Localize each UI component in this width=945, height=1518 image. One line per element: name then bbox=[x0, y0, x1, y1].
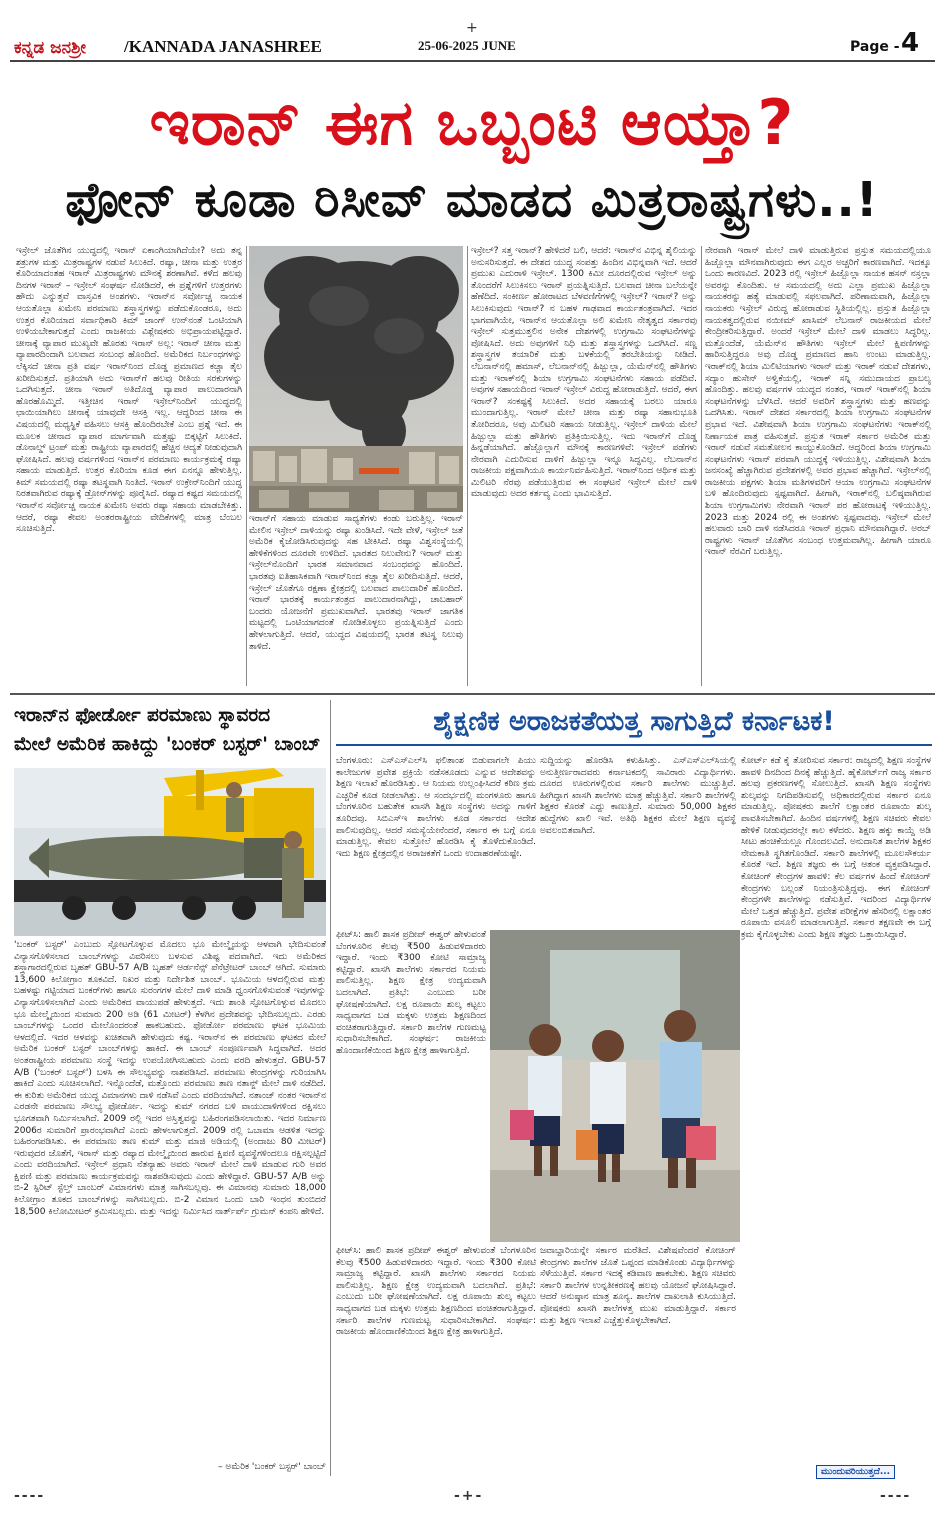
education-lower-left: ಫೀಟ್‌ಸಿ: ಹಾಲಿ ಶಾಸಕ ಪ್ರದೀಪ್ ಈಶ್ವರ್ ಹೇಳುವಂತೆ ಬೆಂಗಳೂರಿನ ಕೆಲವು ₹500 ಹಿಡುವಳಿದಾರರು ಇದ್ದಾರೆ. ಇಂದು ₹300 ಕೋಟಿ ಸಾಮ್ರಾಜ್ಯ ಕಟ್ಟಿದ್ದಾರೆ. ಖಾಸಗಿ ಶಾಲೆಗಳು ಸರ್ಕಾರದ ನಿಯಮ ಪಾಲಿಸುತ್ತಿಲ್ಲ. ಶಿಕ್ಷಣ ಕ್ಷೇತ್ರ ಉದ್ಯಮವಾಗಿ ಬದಲಾಗಿದೆ. ಪ್ರತಿಭೆ: ಎಂಬುದು ಬರೀ ಘೋಷಣೆಯಾಗಿದೆ. ಲಕ್ಷ ರೂಪಾಯಿ ಶುಲ್ಕ ಕಟ್ಟಲು ಸಾಧ್ಯವಾಗದ ಬಡ ಮಕ್ಕಳು ಉತ್ತಮ ಶಿಕ್ಷಣದಿಂದ ವಂಚಿತರಾಗುತ್ತಿದ್ದಾರೆ. ಸರ್ಕಾರಿ ಶಾಲೆಗಳ ಗುಣಮಟ್ಟ ಸುಧಾರಿಸಬೇಕಾಗಿದೆ. ಸಂಘರ್ಷ: ರಾಜಕೀಯ ಹೊಂದಾಣಿಕೆಯಿಂದ ಶಿಕ್ಷಣ ಕ್ಷೇತ್ರ ಹಾಳಾಗುತ್ತಿದೆ. bbox=[336, 930, 486, 1056]
bunker-headline-line2: ಮೇಲೆ ಅಮೆರಿಕ ಹಾಕಿದ್ದು 'ಬಂಕರ್ ಬಸ್ಟರ್' ಬಾಂಬ್ bbox=[14, 734, 321, 755]
issue-date: 25-06-2025 JUNE bbox=[418, 38, 516, 53]
bunker-headline-line1: ಇರಾನ್‌ನ ಫೋರ್ಡೋ ಪರಮಾಣು ಸ್ಥಾವರದ bbox=[14, 705, 271, 726]
smoke-photo bbox=[249, 246, 463, 512]
education-col3: ಕೋರ್ಟ್ ಕಡೆ ಕೈ ತೋರಿಸುವ ಸರ್ಕಾರ: ರಾಜ್ಯದಲ್ಲಿ ಶಿಕ್ಷಣ ಸಂಸ್ಥೆಗಳ ಹಾವಳಿ ದಿನದಿಂದ ದಿನಕ್ಕೆ ಹೆಚ್ಚುತ್ತಿದೆ. ಹೈಕೋರ್ಟ್‌ಗೆ ರಾಜ್ಯ ಸರ್ಕಾರ ಹಲವು ಪ್ರಕರಣಗಳಲ್ಲಿ ಸೋಲುತ್ತಿದೆ. ಖಾಸಗಿ ಶಿಕ್ಷಣ ಸಂಸ್ಥೆಗಳು ಶುಲ್ಕವನ್ನು ನಿಗದಿಪಡಿಸುವಲ್ಲಿ ಅಧಿಕಾರದಲ್ಲಿರುವ ಸರ್ಕಾರ ಏನೂ ಮಾಡುತ್ತಿಲ್ಲ. ಪೋಷಕರು ಶಾಲೆಗೆ ಲಕ್ಷಾಂತರ ರೂಪಾಯಿ ಶುಲ್ಕ ಪಾವತಿಸಬೇಕಾಗಿದೆ. ಹಿಂದಿನ ವರ್ಷಗಳಲ್ಲಿ ಶಿಕ್ಷಣ ಸಚಿವರು ಕೇವಲ ಹೇಳಿಕೆ ನೀಡುವುದರಲ್ಲೇ ಕಾಲ ಕಳೆದರು. ಶಿಕ್ಷಣ ಹಕ್ಕು ಕಾಯ್ದೆ ಅಡಿ ಸೀಟು ಹಂಚಿಕೆಯಲ್ಲೂ ಗೊಂದಲವಿದೆ. ಅನುದಾನಿತ ಶಾಲೆಗಳ ಶಿಕ್ಷಕರ ನೇಮಕಾತಿ ಸ್ಥಗಿತಗೊಂಡಿದೆ. ಸರ್ಕಾರಿ ಶಾಲೆಗಳಲ್ಲಿ ಮೂಲಸೌಕರ್ಯ ಕೊರತೆ ಇದೆ. ಶಿಕ್ಷಣ ತಜ್ಞರು ಈ ಬಗ್ಗೆ ಆತಂಕ ವ್ಯಕ್ತಪಡಿಸಿದ್ದಾರೆ. ಕೋಚಿಂಗ್ ಕೇಂದ್ರಗಳ ಹಾವಳಿ: ಕೆಲ ವರ್ಷಗಳ ಹಿಂದೆ ಕೋಚಿಂಗ್ ಕೇಂದ್ರಗಳು ಬಲ್ಲಂತೆ ನಿಯಂತ್ರಿಸುತ್ತಿದ್ದವು. ಈಗ ಕೋಚಿಂಗ್ ಕೇಂದ್ರಗಳೇ ಶಾಲೆಗಳನ್ನು ನಡೆಸುತ್ತಿವೆ. ಇದರಿಂದ ವಿದ್ಯಾರ್ಥಿಗಳ ಮೇಲೆ ಒತ್ತಡ ಹೆಚ್ಚುತ್ತಿದೆ. ಪ್ರವೇಶ ಪರೀಕ್ಷೆಗಳ ಹೆಸರಿನಲ್ಲಿ ಲಕ್ಷಾಂತರ ರೂಪಾಯಿ ವಸೂಲಿ ಮಾಡಲಾಗುತ್ತಿದೆ. ಸರ್ಕಾರ ತಕ್ಷಣವೇ ಈ ಬಗ್ಗೆ ಕ್ರಮ ಕೈಗೊಳ್ಳಬೇಕು ಎಂದು ಶಿಕ್ಷಣ ತಜ್ಞರು ಒತ್ತಾಯಿಸಿದ್ದಾರೆ. bbox=[741, 756, 931, 940]
students-photo bbox=[490, 930, 740, 1242]
column-divider bbox=[330, 700, 331, 1476]
footer-center: -+- bbox=[454, 1488, 484, 1504]
page-number: 4 bbox=[901, 28, 920, 58]
section-rule bbox=[10, 693, 935, 695]
masthead-rule bbox=[10, 60, 935, 62]
continued-tag: ಮುಂದುವರಿಯುತ್ತದೆ... bbox=[816, 1465, 895, 1479]
column-divider bbox=[701, 246, 702, 686]
education-col2-top: ಸುದ್ದಿಯನ್ನು ಹೊರಡಿಸಿ ಕಳುಹಿಸಿತ್ತು. ಎಸ್‌ಎಸ್‌ಎಲ್‌ಸಿಯಲ್ಲಿ ಅನುತ್ತೀರ್ಣರಾದವರು ಕರ್ನಾಟಕದಲ್ಲಿ ಸಾವಿರಾರು ವಿದ್ಯಾರ್ಥಿಗಳು. ದೂರದ ಊರುಗಳಲ್ಲಿರುವ ಸರ್ಕಾರಿ ಶಾಲೆಗಳು ಮುಚ್ಚುತ್ತಿವೆ. ಹೀಗಿದ್ದಾಗ ಖಾಸಗಿ ಶಾಲೆಗಳು ಮಾತ್ರ ಹೆಚ್ಚುತ್ತಿವೆ. ಸರ್ಕಾರಿ ಶಾಲೆಗಳಲ್ಲಿ ಶಿಕ್ಷಕರ ಕೊರತೆ ಎದ್ದು ಕಾಣುತ್ತಿದೆ. ಸುಮಾರು 50,000 ಶಿಕ್ಷಕರ ಹುದ್ದೆಗಳು ಖಾಲಿ ಇವೆ. ಅತಿಥಿ ಶಿಕ್ಷಕರ ಮೇಲೆ ಶಿಕ್ಷಣ ವ್ಯವಸ್ಥೆ ಅವಲಂಬಿತವಾಗಿದೆ. bbox=[540, 756, 736, 836]
page-label: Page - bbox=[850, 39, 900, 55]
education-bottom-left: ಫೀಟ್‌ಸಿ: ಹಾಲಿ ಶಾಸಕ ಪ್ರದೀಪ್ ಈಶ್ವರ್ ಹೇಳುವಂತೆ ಬೆಂಗಳೂರಿನ ಕೆಲವು ₹500 ಹಿಡುವಳಿದಾರರು ಇದ್ದಾರೆ. ಇಂದು ₹300 ಕೋಟಿ ಸಾಮ್ರಾಜ್ಯ ಕಟ್ಟಿದ್ದಾರೆ. ಖಾಸಗಿ ಶಾಲೆಗಳು ಸರ್ಕಾರದ ನಿಯಮ ಪಾಲಿಸುತ್ತಿಲ್ಲ. ಶಿಕ್ಷಣ ಕ್ಷೇತ್ರ ಉದ್ಯಮವಾಗಿ ಬದಲಾಗಿದೆ. ಪ್ರತಿಭೆ: ಎಂಬುದು ಬರೀ ಘೋಷಣೆಯಾಗಿದೆ. ಲಕ್ಷ ರೂಪಾಯಿ ಶುಲ್ಕ ಕಟ್ಟಲು ಸಾಧ್ಯವಾಗದ ಬಡ ಮಕ್ಕಳು ಉತ್ತಮ ಶಿಕ್ಷಣದಿಂದ ವಂಚಿತರಾಗುತ್ತಿದ್ದಾರೆ. ಸರ್ಕಾರಿ ಶಾಲೆಗಳ ಗುಣಮಟ್ಟ ಸುಧಾರಿಸಬೇಕಾಗಿದೆ. ಸಂಘರ್ಷ: ರಾಜಕೀಯ ಹೊಂದಾಣಿಕೆಯಿಂದ ಶಿಕ್ಷಣ ಕ್ಷೇತ್ರ ಹಾಳಾಗುತ್ತಿದೆ. bbox=[336, 1246, 536, 1338]
education-headline-box bbox=[336, 702, 932, 746]
lead-subheadline: ಫೋನ್ ಕೂಡಾ ರಿಸೀವ್ ಮಾಡದ ಮಿತ್ರರಾಷ್ಟ್ರಗಳು..! bbox=[65, 172, 879, 228]
lead-column-1: ಇಸ್ರೇಲ್ ಜೊತೆಗಿನ ಯುದ್ಧದಲ್ಲಿ ಇರಾನ್ ಏಕಾಂಗಿಯಾಗಿದೆಯೇ? ಅದು ತನ್ನ ಶತ್ರುಗಳ ಮತ್ತು ಮಿತ್ರರಾಷ್ಟ್ರಗಳ ನಡುವೆ ಸಿಲುಕಿದೆ. ರಷ್ಯಾ, ಚೀನಾ ಮತ್ತು ಉತ್ತರ ಕೊರಿಯಾದಂತಹ ಇರಾನ್ ಮಿತ್ರರಾಷ್ಟ್ರಗಳು ಮೌನಕ್ಕೆ ಶರಣಾಗಿವೆ. ಕಳೆದ ಹಲವು ದಿನಗಳ ಇರಾನ್ – ಇಸ್ರೇಲ್ ಸಂಘರ್ಷ ನೋಡಿದರೆ, ಈ ಪ್ರಶ್ನೆಗಳಿಗೆ ಉತ್ತರಗಳು ಹೌದು ಎನ್ನುತ್ತವೆ ವಾಸ್ತವಿಕ ಅಂಶಗಳು. ಇರಾನ್‌ನ ಸರ್ವೋಚ್ಚ ನಾಯಕ ಆಯತೊಲ್ಲಾ ಖಮೇನಿ ಪರಮಾಣು ಶಸ್ತ್ರಾಸ್ತ್ರಗಳನ್ನು ಪಡೆದುಕೊಂಡರೂ, ಅದು ಉತ್ತರ ಕೊರಿಯಾದ ಸರ್ವಾಧಿಕಾರಿ ಕಿಮ್ ಜಾಂಗ್ ಉನ್‌ನಂತೆ ಒಂಟಿಯಾಗಿ ಉಳಿಯಬೇಕಾಗುತ್ತದೆ ಎಂದು ರಾಜಕೀಯ ವಿಶ್ಲೇಷಕರು ಅಭಿಪ್ರಾಯಪಟ್ಟಿದ್ದಾರೆ. ಚೀನಾಕ್ಕೆ ವ್ಯಾಪಾರ ಮುಖ್ಯವೇ ಹೊರತು ಇರಾನ್ ಅಲ್ಲ: ಇರಾನ್ ಚೀನಾ ಮತ್ತು ವ್ಯಾಪಾರದಿಂದಾಗಿ ಬಲವಾದ ಸಂಬಂಧ ಹೊಂದಿದೆ. ಅಮೆರಿಕದ ನಿರ್ಬಂಧಗಳನ್ನು ಲೆಕ್ಕಿಸದೆ ಚೀನಾ ಪ್ರತಿ ವರ್ಷ ಇರಾನ್‌ನಿಂದ ದೊಡ್ಡ ಪ್ರಮಾಣದ ಕಚ್ಚಾ ತೈಲ ಖರೀದಿಸುತ್ತದೆ. ಪ್ರತಿಯಾಗಿ ಅದು ಇರಾನ್‌ಗೆ ಹಲವು ರೀತಿಯ ಸರಕುಗಳನ್ನು ಒದಗಿಸುತ್ತದೆ. ಚೀನಾ ಇರಾನ್ ಅತಿದೊಡ್ಡ ವ್ಯಾಪಾರ ಪಾಲುದಾರನಾಗಿ ಹೊರಹೊಮ್ಮಿದೆ. ಇತ್ತೀಚಿನ ಇರಾನ್ ಇಸ್ರೇಲ್‌ನಿಂದಿಗೆ ಯುದ್ಧದಲ್ಲಿ ಛಾಯಿಯಾಗಿಲು ಚೀನಾಕ್ಕೆ ಯಾವುದೇ ಆಸಕ್ತಿ ಇಲ್ಲ. ಆದ್ದರಿಂದ ಚೀನಾ ಈ ವಿಷಯದಲ್ಲಿ ಮಧ್ಯಸ್ಥಿಕೆ ವಹಿಸಲು ಆಸಕ್ತಿ ಹೊಂದಿರಬೇಕೆ ಎಂಬ ಪ್ರಶ್ನೆ ಇದೆ. ಈ ಮೂಲಕ ಚೀನಾದ ವ್ಯಾಪಾರ ಮಾರ್ಗವಾಗಿ ಮತ್ತಷ್ಟು ಬಿಕ್ಕಟ್ಟಿಗೆ ಸಿಲುಕಿದೆ. ಡೊನಾಲ್ಡ್ ಟ್ರಂಪ್ ಮತ್ತು ರಾಷ್ಟ್ರೀಯ ವ್ಯಾಪಾರದಲ್ಲಿ ಹೆಚ್ಚಿನ ಆದ್ಯತೆ ನೀಡುವುದಾಗಿ ಘೋಷಿಸಿದೆ. ಹಲವು ವರ್ಷಗಳಿಂದ ಇರಾನ್‌ನ ಪರಮಾಣು ಕಾರ್ಯಕ್ರಮಕ್ಕೆ ರಷ್ಯಾ ಸಹಾಯ ಮಾಡುತ್ತಿದೆ. ಉತ್ತರ ಕೊರಿಯಾ ಕೂಡ ಈಗ ಏನನ್ನೂ ಹೇಳುತ್ತಿಲ್ಲ. ಕಿಮ್ ಸಮಯದಲ್ಲಿ ರಷ್ಯಾ ತಟಸ್ಥವಾಗಿ ನಿಂತಿದೆ. ಇರಾನ್ ಉಕ್ರೇನ್‌ನಿಂದಿಗೆ ಯುದ್ಧ ನಿರತವಾಗಿರುವ ರಷ್ಯಾಕ್ಕೆ ಡ್ರೋನ್‌ಗಳನ್ನು ಪೂರೈಸಿದೆ. ರಷ್ಯಾದ ಕಷ್ಟದ ಸಮಯದಲ್ಲಿ ಇರಾನ್‌ನ ಸರ್ವೋಚ್ಚ ನಾಯಕ ಖಮೇನಿ ಅವರು ರಷ್ಯಾ ಸಹಾಯ ಮಾಡಬೇಕಿತ್ತು. ಆದರೆ, ರಷ್ಯಾ ಕೇವಲ ಅಂತರರಾಷ್ಟ್ರೀಯ ವೇದಿಕೆಗಳಲ್ಲಿ ಮಾತ್ರ ಬೆಂಬಲ ಸೂಚಿಸುತ್ತಿದೆ. bbox=[16, 246, 242, 535]
column-divider bbox=[467, 246, 468, 686]
bomb-photo bbox=[14, 768, 326, 936]
column-divider bbox=[246, 246, 247, 686]
bunker-body: 'ಬಂಕರ್ ಬಸ್ಟರ್' ಎಂಬುದು ಸ್ಫೋಟಗೊಳ್ಳುವ ಮೊದಲು ಭೂ ಮೇಲ್ಮೈಯನ್ನು ಆಳವಾಗಿ ಭೇದಿಸುವಂತೆ ವಿನ್ಯಾಸಗೊಳಿಸಲಾದ ಬಾಂಬ್‌ಗಳನ್ನು ವಿವರಿಸಲು ಬಳಸುವ ವಿಶಿಷ್ಟ ಪದವಾಗಿದೆ. ಇದು ಅಮೆರಿಕದ ಶಸ್ತ್ರಾಗಾರದಲ್ಲಿರುವ ಬೃಹತ್ GBU-57 A/B ಬೃಹತ್ ಆರ್ಡನೆನ್ಸ್ ಪೆನೆಟ್ರೇಟರ್ ಬಾಂಬ್ ಆಗಿದೆ. ಸುಮಾರು 13,600 ಕಿಲೋಗ್ರಾಂ ತೂಕವಿದೆ. ನಿಖರ ಮತ್ತು ನಿರ್ದೇಶಿತ ಬಾಂಬ್. ಭೂಮಿಯ ಆಳದಲ್ಲಿರುವ ಮತ್ತು ಬಹಳಷ್ಟು ಗಟ್ಟಿಯಾದ ಬಂಕರ್‌ಗಳು ಹಾಗೂ ಸುರಂಗಗಳ ಮೇಲೆ ದಾಳಿ ಮಾಡಿ ಧ್ವಂಸಗೊಳಿಸುವಂತೆ ಇವುಗಳನ್ನು ವಿನ್ಯಾಸಗೊಳಿಸಲಾಗಿದೆ ಎಂದು ಅಮೆರಿಕದ ವಾಯುಪಡೆ ಹೇಳುತ್ತದೆ. ಇದು ಶಾಂತಿ ಸ್ಫೋಟಗೊಳ್ಳುವ ಮೊದಲು ಭೂ ಮೇಲ್ಮೈಯಿಂದ ಸುಮಾರು 200 ಅಡಿ (61 ಮೀಟರ್) ಕೆಳಗಿನ ಪ್ರದೇಶವನ್ನು ಭೇದಿಸಬಲ್ಲದು. ಎರಡು ಬಾಂಬ್‌ಗಳನ್ನು ಒಂದರ ಮೇಲೊಂದರಂತೆ ಹಾಕಬಹುದು. ಫೋರ್ಡೋ ಪರಮಾಣು ಘಟಕ ಭೂಮಿಯ ಆಳದಲ್ಲಿದೆ. ಇದರ ಆಳವನ್ನು ಖಚಿತವಾಗಿ ಹೇಳುವುದು ಕಷ್ಟ. ಇರಾನ್‌ನ ಈ ಪರಮಾಣು ಘಟಕದ ಮೇಲೆ ಅಮೆರಿಕ ಬಂಕರ್ ಬಸ್ಟರ್ ಬಾಂಬ್‌ಗಳನ್ನು ಹಾಕಿದೆ. ಈ ಬಾಂಬ್ ಸಂಪೂರ್ಣವಾಗಿ ಸಿದ್ಧವಾಗಿದೆ. ಅದರ ಅಂತರಾಷ್ಟ್ರೀಯ ಪರಮಾಣು ಸಂಸ್ಥೆ ಇದನ್ನು ಉಪಯೋಗಿಸಬಹುದು ಎಂದು ವರದಿ ಹೇಳುತ್ತದೆ. GBU-57 A/B ('ಬಂಕರ್ ಬಸ್ಟರ್') ಬಳಸಿ ಈ ಸೌಲಭ್ಯವನ್ನು ನಾಶಪಡಿಸಿದೆ. ಪರಮಾಣು ಕೇಂದ್ರಗಳನ್ನು ಗುರಿಯಾಗಿಸಿ ಹಾಕಿದೆ ಎಂದು ಸೂಚಿಸಲಾಗಿದೆ. ಇನ್ನೊಂದೆಡೆ, ಮತ್ತೊಂದು ಪರಮಾಣು ತಾಣ ನತಾನ್ಜ್ ಮೇಲೆ ದಾಳಿ ನಡೆದಿದೆ. ಈ ಕುರಿತು ಅಮೆರಿಕದ ಯುದ್ಧ ವಿಮಾನಗಳು ದಾಳಿ ನಡೆಸಿವೆ ಎಂದು ವರದಿಯಾಗಿದೆ. ನತಾಂಜ್ ನಂತರ ಇರಾನ್‌ನ ಎರಡನೇ ಪರಮಾಣು ಸೌಲಭ್ಯ ಫೋರ್ಡೋ. ಇದನ್ನು ಕುಮ್ ನಗರದ ಬಳಿ ವಾಯುದಾಳಿಗಳಿಂದ ರಕ್ಷಿಸಲು ಭೂಗತವಾಗಿ ನಿರ್ಮಿಸಲಾಗಿದೆ. 2009 ರಲ್ಲಿ ಇದರ ಅಸ್ತಿತ್ವವನ್ನು ಬಹಿರಂಗಪಡಿಸಲಾಯಿತು. ಇದರ ನಿರ್ಮಾಣ 2006ರ ಸುಮಾರಿಗೆ ಪ್ರಾರಂಭವಾಗಿದೆ ಎಂದು ಹೇಳಲಾಗುತ್ತದೆ. 2009 ರಲ್ಲಿ ಒಬಾಮಾ ಆಡಳಿತ ಇದನ್ನು ಬಹಿರಂಗಪಡಿಸಿತು. ಈ ಪರಮಾಣು ತಾಣ ಕುಮ್ ಮತ್ತು ಮಾಜಿ ಅಡಿಯಲ್ಲಿ (ಅಂದಾಜು 80 ಮೀಟರ್) ಇರುವುದರ ಜೊತೆಗೆ, ಇರಾನ್ ಮತ್ತು ರಷ್ಯಾದ ಮೇಲ್ಮೈಯಿಂದ ಹಾರುವ ಕ್ಷಿಪಣಿ ವ್ಯವಸ್ಥೆಗಳಿಂದಲೂ ರಕ್ಷಿಸಲ್ಪಟ್ಟಿದೆ ಎಂದು ವರದಿಯಾಗಿದೆ. ಇಸ್ರೇಲ್ ಪ್ರಧಾನಿ ನೆತನ್ಯಾಹು ಅವರು ಇರಾನ್ ಮೇಲೆ ದಾಳಿ ಮಾಡುವ ಗುರಿ ಅವರ ಕ್ಷಿಪಣಿ ಮತ್ತು ಪರಮಾಣು ಕಾರ್ಯಕ್ರಮವನ್ನು ನಾಶಪಡಿಸುವುದು ಎಂದು ಹೇಳಿದ್ದಾರೆ. GBU-57 A/B ಅನ್ನು ಬಿ-2 ಸ್ಪಿರಿಟ್ ಸ್ಟೆಲ್ತ್ ಬಾಂಬರ್ ವಿಮಾನಗಳು ಮಾತ್ರ ಸಾಗಿಸಬಲ್ಲವು. ಈ ವಿಮಾನವು ಸುಮಾರು 18,000 ಕಿಲೋಗ್ರಾಂ ತೂಕದ ಬಾಂಬ್‌ಗಳನ್ನು ಸಾಗಿಸಬಲ್ಲದು. ಬಿ-2 ವಿಮಾನ ಒಂದು ಬಾರಿ ಇಂಧನ ತುಂಬಿದರೆ 18,500 ಕಿಲೋಮೀಟರ್ ಕ್ರಮಿಸಬಲ್ಲದು. ಮತ್ತು ಇದನ್ನು ನಿರ್ಮಿಸಿದ ನಾರ್ತ್‌ರ್ಪ್ ಗ್ರುಮನ್ ಕಂಪನಿ ಹೇಳಿದೆ. bbox=[14, 940, 326, 1217]
education-bottom-right: ಜವಾಬ್ದಾರಿಯನ್ನೇ ಸರ್ಕಾರ ಮರೆತಿದೆ. ವಿಶೇಷವೆಂದರೆ ಕೋಚಿಂಗ್ ಕೇಂದ್ರಗಳು ಶಾಲೆಗಳ ಜೊತೆ ಒಪ್ಪಂದ ಮಾಡಿಕೊಂಡು ವಿದ್ಯಾರ್ಥಿಗಳನ್ನು ಸೆಳೆಯುತ್ತಿವೆ. ಸರ್ಕಾರ ಇದಕ್ಕೆ ಕಡಿವಾಣ ಹಾಕಬೇಕು. ಶಿಕ್ಷಣ ಸಚಿವರು ಸರ್ಕಾರಿ ಶಾಲೆಗಳ ಉನ್ನತೀಕರಣಕ್ಕೆ ಹಲವು ಯೋಜನೆ ಘೋಷಿಸಿದ್ದಾರೆ. ಆದರೆ ಅನುಷ್ಠಾನ ಮಾತ್ರ ಶೂನ್ಯ. ಶಾಲೆಗಳ ದಾಖಲಾತಿ ಕುಸಿಯುತ್ತಿದೆ. ಪೋಷಕರು ಖಾಸಗಿ ಶಾಲೆಗಳತ್ತ ಮುಖ ಮಾಡುತ್ತಿದ್ದಾರೆ. ಸರ್ಕಾರ ಮತ್ತು ಶಿಕ್ಷಣ ಇಲಾಖೆ ಎಚ್ಚೆತ್ತುಕೊಳ್ಳಬೇಕಾಗಿದೆ. bbox=[540, 1246, 736, 1326]
brand-kannada: ಕನ್ನಡ ಜನಶ್ರೀ bbox=[14, 38, 86, 58]
footer-right: ---- bbox=[880, 1488, 912, 1504]
lead-column-2: ಇರಾನ್‌ಗೆ ಸಹಾಯ ಮಾಡುವ ಸಾಧ್ಯತೆಗಳು ಕಂಡು ಬರುತ್ತಿಲ್ಲ. ಇರಾನ್ ಮೇಲಿನ ಇಸ್ರೇಲ್ ದಾಳಿಯನ್ನು ರಷ್ಯಾ ಖಂಡಿಸಿದೆ. ಇದೇ ವೇಳೆ, ಇಸ್ರೇಲ್ ಜತೆ ಅಮೆರಿಕ ಕೈಜೋಡಿಸಿರುವುದನ್ನು ಸಹ ಟೀಕಿಸಿದೆ. ರಷ್ಯಾ ವಿಶ್ವಸಂಸ್ಥೆಯಲ್ಲಿ ಹೇಳಿಕೆಗಳಿಂದ ದೂರವೇ ಉಳಿದಿದೆ. ಭಾರತದ ನಿಲುವೇನು? ಇರಾನ್ ಮತ್ತು ಇಸ್ರೇಲ್‌ನೊಂದಿಗೆ ಭಾರತ ಸಮಾನವಾದ ಸಂಬಂಧವನ್ನು ಹೊಂದಿದೆ. ಭಾರತವು ಐತಿಹಾಸಿಕವಾಗಿ ಇರಾನ್‌ನಿಂದ ಕಚ್ಚಾ ತೈಲ ಖರೀದಿಸುತ್ತಿದೆ. ಆದರೆ, ಇಸ್ರೇಲ್ ಜೊತೆಗೂ ರಕ್ಷಣಾ ಕ್ಷೇತ್ರದಲ್ಲಿ ಬಲವಾದ ಪಾಲುದಾರಿಕೆ ಹೊಂದಿದೆ. ಇರಾನ್ ಭಾರತಕ್ಕೆ ಕಾರ್ಯತಂತ್ರದ ಪಾಲುದಾರನಾಗಿದ್ದು, ಚಾಬಹಾರ್ ಬಂದರು ಯೋಜನೆಗೆ ಪ್ರಮುಖವಾಗಿದೆ. ಭಾರತವು ಇರಾನ್ ಜಾಗತಿಕ ಮಟ್ಟದಲ್ಲಿ ಒಂಟಿಯಾಗದಂತೆ ನೋಡಿಕೊಳ್ಳಲು ಪ್ರಯತ್ನಿಸುತ್ತಿದೆ ಎಂದು ಹೇಳಲಾಗುತ್ತಿದೆ. ಆದರೆ, ಯುದ್ಧದ ವಿಷಯದಲ್ಲಿ ಭಾರತ ತಟಸ್ಥ ನಿಲುವು ತಾಳಿದೆ. bbox=[249, 514, 463, 652]
bunker-byline: – ಅಮೆರಿಕ 'ಬಂಕರ್ ಬಸ್ಟರ್' ಬಾಂಬ್ bbox=[218, 1462, 326, 1472]
lead-column-3: ಇಸ್ರೇಲ್? ಸತ್ತ ಇರಾನ್? ಹೇಳಿದರೆ ಬಲಿ, ಆದರೆ: ಇರಾನ್‌ನ ವಿಭಿನ್ನ ಶೈಲಿಯನ್ನು ಅನುಸರಿಸುತ್ತದೆ. ಈ ದೇಶದ ಯುದ್ಧ ಸಂಪತ್ತು ಹಿಂದಿನ ವಿಭಿನ್ನವಾಗಿ ಇದೆ. ಆದರೆ ಪ್ರಮುಖ ಎದುರಾಳಿ ಇಸ್ರೇಲ್. 1300 ಕಿಮೀ ದೂರದಲ್ಲಿರುವ ಇಸ್ರೇಲ್ ಅನ್ನು ತೊಂದರೆಗೆ ಸಿಲುಕಿಸಲು ಇರಾನ್ ಪ್ರಯತ್ನಿಸುತ್ತಿದೆ. ಬಲವಾದ ಚೀನಾ ಬಲೆಯನ್ನೇ ಹೆಣೆದಿದೆ. ಸಂಕೀರ್ಣ ಹೋರಾಟದ ಬೆಳವಣಿಗೆಗಳಲ್ಲಿ ಇಸ್ರೇಲ್? ಇರಾನ್? ಅನ್ನು ಸಿಲುಕಿಸುವುದು ಇರಾನ್? ನ ಬಹಳ ಗಾಢವಾದ ಕಾರ್ಯತಂತ್ರವಾಗಿದೆ. ಇದರ ಭಾಗವಾಗಿಯೇ, ಇರಾನ್‌ನ ಆಯತೊಲ್ಲಾ ಅಲಿ ಖಮೇನಿ ನೇತೃತ್ವದ ಸರ್ಕಾರವು ಇಸ್ರೇಲ್ ಸುತ್ತಮುತ್ತಲಿನ ಅನೇಕ ದೇಶಗಳಲ್ಲಿ ಉಗ್ರಗಾಮಿ ಸಂಘಟನೆಗಳನ್ನು ಪೋಷಿಸಿದೆ. ಅದು ಅವುಗಳಿಗೆ ನಿಧಿ ಮತ್ತು ಶಸ್ತ್ರಾಸ್ತ್ರಗಳನ್ನು ಒದಗಿಸಿದೆ. ಸಣ್ಣ ಶಸ್ತ್ರಾಸ್ತ್ರಗಳ ತಯಾರಿಕೆ ಮತ್ತು ಬಳಕೆಯಲ್ಲಿ ತರಬೇತಿಯನ್ನು ನೀಡಿದೆ. ಲೆಬನಾನ್‌ನಲ್ಲಿ ಹಮಾಸ್, ಲೆಬನಾನ್‌ನಲ್ಲಿ ಹಿಜ್ಬುಲ್ಲಾ, ಯೆಮೆನ್‌ನಲ್ಲಿ ಹೌತಿಗಳು ಮತ್ತು ಇರಾಕ್‌ನಲ್ಲಿ ಶಿಯಾ ಉಗ್ರಗಾಮಿ ಸಂಘಟನೆಗಳು ಸಹಾಯ ಪಡೆದಿವೆ. ಅವುಗಳ ಸಹಾಯದಿಂದ ಇರಾನ್ ಇಸ್ರೇಲ್ ವಿರುದ್ಧ ಹೋರಾಡುತ್ತಿದೆ. ಆದರೆ, ಈಗ ಇರಾನ್? ಸಂಕಷ್ಟಕ್ಕೆ ಸಿಲುಕಿದೆ. ಅದರ ಸಹಾಯಕ್ಕೆ ಬರಲು ಯಾರೂ ಮುಂದಾಗುತ್ತಿಲ್ಲ. ಇರಾನ್ ಮೇಲೆ ಚೀನಾ ಮತ್ತು ರಷ್ಯಾ ಸಹಾನುಭೂತಿ ತೋರಿದರೂ, ಅವು ಮಿಲಿಟರಿ ಸಹಾಯ ನೀಡುತ್ತಿಲ್ಲ. ಇಸ್ರೇಲ್ ದಾಳಿಯ ಮೇಲೆ ಹಿಜ್ಬುಲ್ಲಾ ಮತ್ತು ಹೌತಿಗಳು ಪ್ರತಿಕ್ರಿಯಿಸುತ್ತಿಲ್ಲ. ಇದು ಇರಾನ್‌ಗೆ ದೊಡ್ಡ ಹಿನ್ನಡೆಯಾಗಿದೆ. ಹೆಜ್ಬೊಲ್ಲಾಗೆ ಮೌನಕ್ಕೆ ಕಾರಣಗಳಿವೆ: ಇಸ್ರೇಲ್ ಪಡೆಗಳು ನೇರವಾಗಿ ಎದುರಿಸುವ ದಾಳಿಗೆ ಹಿಜ್ಬುಲ್ಲಾ ಇನ್ನೂ ಸಿದ್ಧವಿಲ್ಲ. ಲೆಬನಾನ್‌ನ ರಾಜಕೀಯ ಪಕ್ಷವಾಗಿಯೂ ಕಾರ್ಯನಿರ್ವಹಿಸುತ್ತಿದೆ. ಇರಾನ್‌ನಿಂದ ಆರ್ಥಿಕ ಮತ್ತು ಮಿಲಿಟರಿ ನೆರವು ಪಡೆಯುತ್ತಿರುವ ಈ ಸಂಘಟನೆ ಇಸ್ರೇಲ್ ಮೇಲೆ ದಾಳಿ ಮಾಡುವುದು ಅದರ ಕರ್ತವ್ಯ ಎಂದು ಭಾವಿಸುತ್ತಿದೆ. bbox=[471, 246, 697, 500]
brand-english: /KANNADA JANASHREE bbox=[124, 37, 322, 56]
lead-column-4: ನೇರವಾಗಿ ಇರಾನ್ ಮೇಲೆ ದಾಳಿ ಮಾಡುತ್ತಿರುವ ಪ್ರಸ್ತುತ ಸಮಯದಲ್ಲಿಯೂ ಹಿಜ್ಬೊಲ್ಲಾ ಮೌನವಾಗಿರುವುದು ಈಗ ಎಲ್ಲರ ಅಚ್ಚರಿಗೆ ಕಾರಣವಾಗಿದೆ. ಇದಕ್ಕೂ ಒಂದು ಕಾರಣವಿದೆ. 2023 ರಲ್ಲಿ ಇಸ್ರೇಲ್ ಹಿಜ್ಬೊಲ್ಲಾ ನಾಯಕ ಹಸನ್ ನಸ್ರಲ್ಲಾ ಅವರನ್ನು ಕೊಂದಿತು. ಆ ಸಮಯದಲ್ಲಿ ಅದು ಎಲ್ಲಾ ಪ್ರಮುಖ ಹಿಜ್ಬೊಲ್ಲಾ ನಾಯಕರನ್ನು ಹತ್ಯೆ ಮಾಡುವಲ್ಲಿ ಸಫಲವಾಗಿದೆ. ಪರಿಣಾಮವಾಗಿ, ಹಿಜ್ಬೊಲ್ಲಾ ನಾಯಕರು ಇಸ್ರೇಲ್ ವಿರುದ್ಧ ಹೋರಾಡುವ ಸ್ಥಿತಿಯಲ್ಲಿಲ್ಲ. ಪ್ರಸ್ತುತ ಹಿಜ್ಬೊಲ್ಲಾ ನಾಯಕತ್ವದಲ್ಲಿರುವ ನಯೀಮ್ ಖಾಸಿಮ್ ಲೆಬನಾನ್ ರಾಜಕೀಯದ ಮೇಲೆ ಕೇಂದ್ರೀಕರಿಸುತ್ತಿದ್ದಾರೆ. ಅಂದರೆ ಇಸ್ರೇಲ್ ಮೇಲೆ ದಾಳಿ ಮಾಡಲು ಸಿದ್ಧರಿಲ್ಲ. ಮತ್ತೊಂದೆಡೆ, ಯೆಮೆನ್‌ನ ಹೌತಿಗಳು ಇಸ್ರೇಲ್ ಮೇಲೆ ಕ್ಷಿಪಣಿಗಳನ್ನು ಹಾರಿಸುತ್ತಿದ್ದರೂ ಅವು ದೊಡ್ಡ ಪ್ರಮಾಣದ ಹಾನಿ ಉಂಟು ಮಾಡುತ್ತಿಲ್ಲ. ಇರಾಕ್‌ನಲ್ಲಿ ಶಿಯಾ ಮಿಲಿಟಿಯಾಗಳು ಇರಾನ್ ಮತ್ತು ಇರಾಕ್ ನಡುವೆ ದೇಶಗಳು, ಸದ್ಯಾಂ ಹುಸೇನ್ ಅಳ್ವಿಕೆಯಲ್ಲಿ, ಇರಾಕ್ ಸನ್ನಿ ಸಮುದಾಯದ ಪ್ರಾಬಲ್ಯ ಹೊಂದಿತ್ತು. ಹಲವು ವರ್ಷಗಳ ಯುದ್ಧದ ನಂತರ, ಇರಾನ್ ಇರಾಕ್‌ನಲ್ಲಿ ಶಿಯಾ ಸಂಘಟನೆಗಳನ್ನು ಬೆಳೆಸಿದೆ. ಆದರೆ ಅವರಿಗೆ ಶಸ್ತ್ರಾಸ್ತ್ರಗಳು ಮತ್ತು ಹಣವನ್ನು ಒದಗಿಸಿತು. ಇರಾನ್ ದೇಶದ ಸರ್ಕಾರದಲ್ಲಿ ಶಿಯಾ ಉಗ್ರಗಾಮಿ ಸಂಘಟನೆಗಳ ಪ್ರಭಾವ ಇದೆ. ವಿಶೇಷವಾಗಿ ಶಿಯಾ ಉಗ್ರಗಾಮಿ ಸಂಘಟನೆಗಳು ಇರಾಕ್‌ನಲ್ಲಿ ನಿರ್ಣಾಯಕ ಪಾತ್ರ ವಹಿಸುತ್ತವೆ. ಪ್ರಸ್ತುತ ಇರಾಕ್ ಸರ್ಕಾರ ಅಮೆರಿಕ ಮತ್ತು ಇರಾನ್ ನಡುವೆ ಸಮತೋಲನ ಕಾಯ್ದುಕೊಂಡಿದೆ. ಆದ್ದರಿಂದ ಶಿಯಾ ಉಗ್ರಗಾಮಿ ಸಂಘಟನೆಗಳು ಇರಾನ್ ಪರವಾಗಿ ಯುದ್ಧಕ್ಕೆ ಇಳಿಯುತ್ತಿಲ್ಲ. ವಿಶೇಷವಾಗಿ ಶಿಯಾ ಜನಸಂಖ್ಯೆ ಹೆಚ್ಚಾಗಿರುವ ಪ್ರದೇಶಗಳಲ್ಲಿ ಅವರ ಪ್ರಭಾವ ಹೆಚ್ಚಾಗಿದೆ. ಇಸ್ರೇಲ್‌ನಲ್ಲಿ ರಾಜಕೀಯ ಪಕ್ಷಗಳು ಶಿಯಾ ಮತಿಗಳವರಿಗೆ ಆಯಾ ಉಗ್ರಗಾಮಿ ಸಂಘಟನೆಗಳ ಬಳಿ ಹೊಂದಿರುವುದು ಸ್ಪಷ್ಟವಾಗಿದೆ. ಹೀಗಾಗಿ, ಇರಾಕ್‌ನಲ್ಲಿ ಬಲಿಷ್ಠವಾಗಿರುವ ಶಿಯಾ ಉಗ್ರಗಾಮಿಗಳು ನೇರವಾಗಿ ಇರಾನ್ ಪರ ಹೋರಾಟಕ್ಕೆ ಇಳಿಯುತ್ತಿಲ್ಲ. 2023 ಮತ್ತು 2024 ರಲ್ಲಿ ಈ ಅಂಶಗಳು ಸ್ಪಷ್ಟವಾದವು. ಇಸ್ರೇಲ್ ಮೇಲೆ ಹಲವಾರು ಬಾರಿ ದಾಳಿ ನಡೆಸಿದರೂ ಇರಾನ್ ಪ್ರಧಾನಿ ಮೌನವಾಗಿದ್ದಾರೆ. ಅರಬ್ ರಾಷ್ಟ್ರಗಳು ಇರಾನ್ ಜೊತೆಗಿನ ಸಂಬಂಧ ಉತ್ತಮವಾಗಿಲ್ಲ. ಹೀಗಾಗಿ ಯಾರೂ ಇರಾನ್ ನೆರವಿಗೆ ಬರುತ್ತಿಲ್ಲ. bbox=[705, 246, 931, 558]
registration-mark: + bbox=[466, 20, 478, 36]
education-headline: ಶೈಕ್ಷಣಿಕ ಅರಾಜಕತೆಯತ್ತ ಸಾಗುತ್ತಿದೆ ಕರ್ನಾಟಕ! bbox=[433, 706, 835, 737]
education-col1-top: ಬೆಂಗಳೂರು: ಎಸ್‌ಎಸ್‌ಎಲ್‌ಸಿ ಫಲಿತಾಂಶ ಬಿಡುವಾಗಲೇ ಪಿಯು ಕಾಲೇಜುಗಳ ಪ್ರವೇಶ ಪ್ರಕ್ರಿಯೆ ನಡೆಸಕೂಡದು ಎನ್ನುವ ಆದೇಶವನ್ನು ಶಿಕ್ಷಣ ಇಲಾಖೆ ಹೊರಡಿಸಿತ್ತು. ಆ ನಿಯಮ ಉಲ್ಲಂಘಿಸಿದರೆ ಕಠಿಣ ಕ್ರಮ ಎಚ್ಚರಿಕೆ ಕೂಡ ನೀಡಲಾಗಿತ್ತು. ಆ ಸಂದರ್ಭದಲ್ಲಿ ಮಂಗಳೂರು ಹಾಗೂ ಬೆಂಗಳೂರಿನ ಬಹುತೇಕ ಖಾಸಗಿ ಶಿಕ್ಷಣ ಸಂಸ್ಥೆಗಳು ಅದನ್ನು ಗಾಳಿಗೆ ತೂರಿದವು. ಸಿಬಿಎಸ್‌ಇ ಶಾಲೆಗಳು ಕೂಡ ಸರ್ಕಾರದ ಆದೇಶ ಪಾಲಿಸುವುದಿಲ್ಲ. ಆದರೆ ಸಮಸ್ಯೆಯೇನೆಂದರೆ, ಸರ್ಕಾರ ಈ ಬಗ್ಗೆ ಏನೂ ಮಾಡುತ್ತಿಲ್ಲ. ಕೇವಲ ಸುತ್ತೋಲೆ ಹೊರಡಿಸಿ ಕೈ ತೊಳೆದುಕೊಂಡಿದೆ. ಇದು ಶಿಕ್ಷಣ ಕ್ಷೇತ್ರದಲ್ಲಿನ ಅರಾಜಕತೆಗೆ ಒಂದು ಉದಾಹರಣೆಯಷ್ಟೇ. bbox=[336, 756, 536, 859]
lead-headline: ಇರಾನ್ ಈಗ ಒಬ್ಬಂಟಿ ಆಯ್ತಾ? bbox=[149, 86, 795, 159]
footer-left: ---- bbox=[14, 1488, 46, 1504]
